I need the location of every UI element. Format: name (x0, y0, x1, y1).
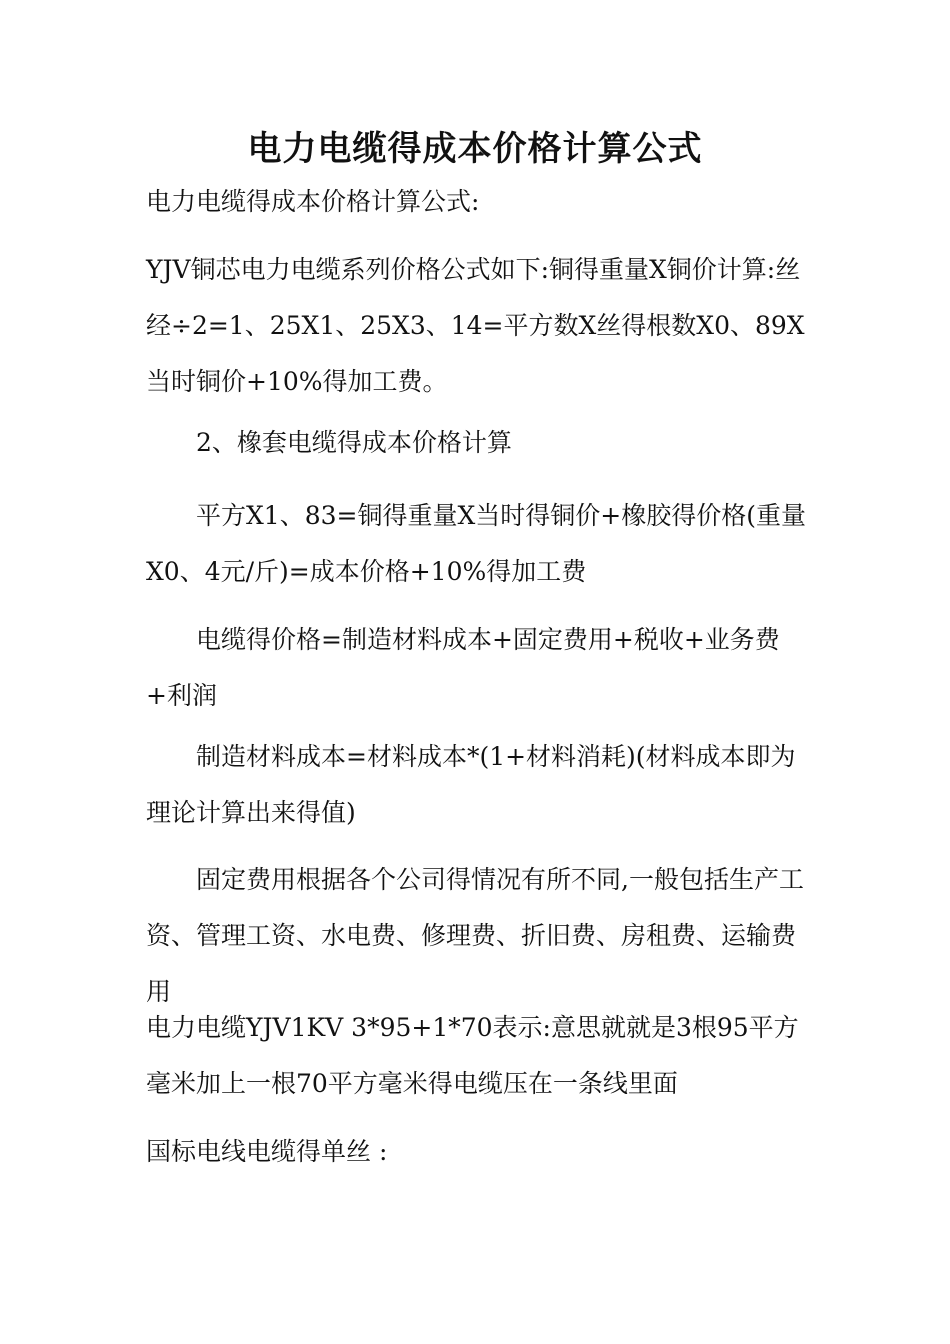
document-title: 电力电缆得成本价格计算公式 (247, 129, 703, 169)
paragraph-fixed-costs: 固定费用根据各个公司得情况有所不同,一般包括生产工资、管理工资、水电费、修理费、折旧费、房租费、运输费用 (146, 865, 804, 1006)
paragraph-material-cost: 制造材料成本=材料成本*(1+材料消耗)(材料成本即为理论计算出来得值) (146, 742, 796, 827)
paragraph-single-wire: 国标电线电缆得单丝 : (146, 1137, 388, 1166)
paragraph-yjv-meaning: 电力电缆YJV1KV 3*95+1*70表示:意思就就是3根95平方毫米加上一根70平方毫米得电缆压在一条线里面 (146, 1013, 799, 1098)
paragraph-rubber-cable-formula: 平方X1、83=铜得重量X当时得铜价+橡胶得价格(重量X0、4元/斤)=成本价格+10%得加工费 (146, 501, 806, 586)
paragraph-cable-price: 电缆得价格=制造材料成本+固定费用+税收+业务费+利润 (146, 625, 780, 710)
paragraph-yjv-formula: YJV铜芯电力电缆系列价格公式如下:铜得重量X铜价计算:丝经÷2=1、25X1、25X3、14=平方数X丝得根数X0、89X当时铜价+10%得加工费。 (146, 255, 805, 396)
paragraph-rubber-cable-heading: 2、橡套电缆得成本价格计算 (196, 428, 512, 457)
paragraph-intro: 电力电缆得成本价格计算公式: (146, 187, 480, 216)
